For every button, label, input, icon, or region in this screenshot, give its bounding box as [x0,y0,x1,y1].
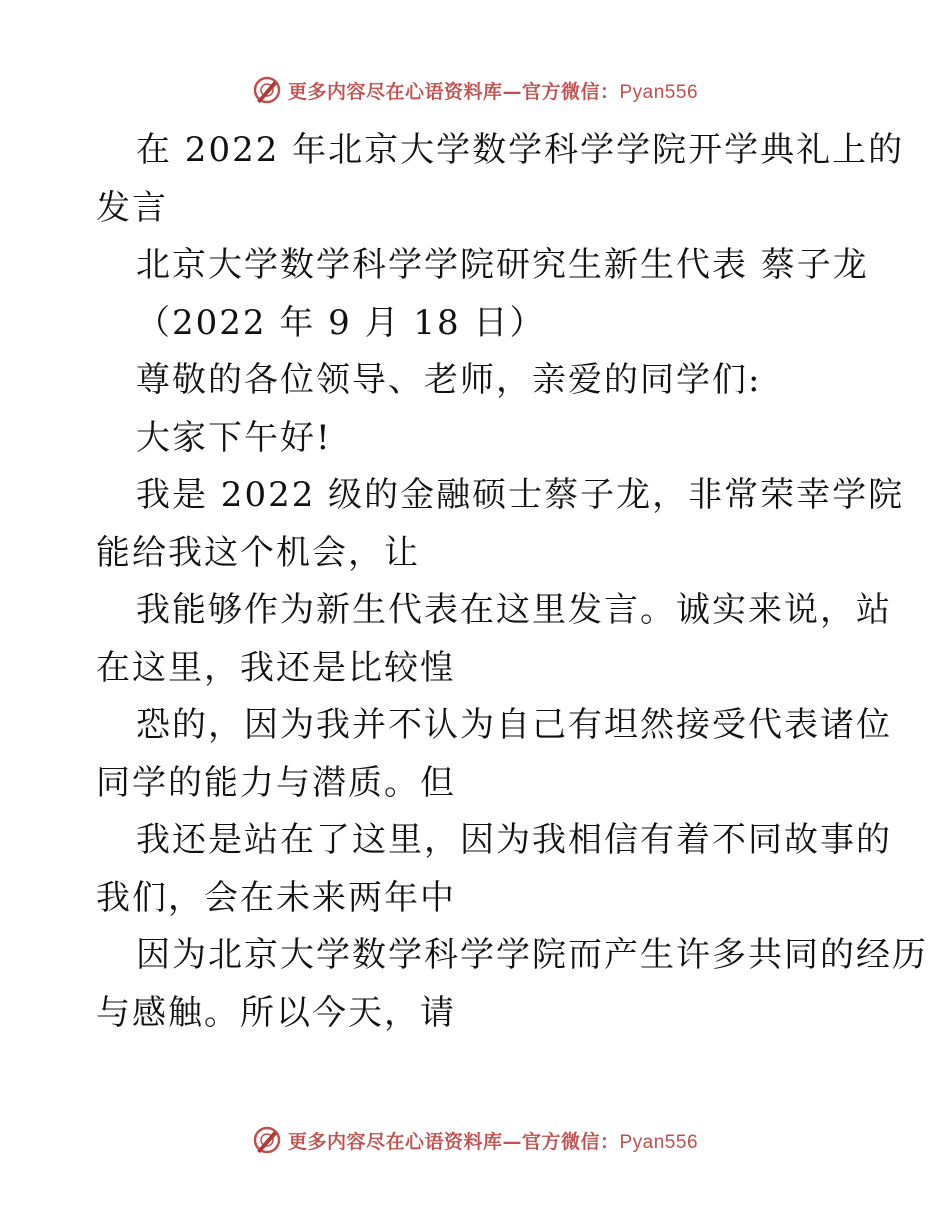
document-line: 与感触。所以今天，请 [96,992,456,1033]
document-line: 因为北京大学数学科学学院而产生许多共同的经历 [136,935,928,975]
document-line: 能给我这个机会，让 [96,532,420,573]
document-line: 北京大学数学科学学院研究生新生代表 蔡子龙 [136,245,869,285]
document-line: （2022 年 9 月 18 日） [136,302,546,343]
red-pen-circle-logo-icon [252,1125,282,1155]
document-line: 发言 [96,187,168,228]
document-line: 在 2022 年北京大学数学科学学院开学典礼上的 [136,130,905,170]
document-line: 恐的，因为我并不认为自己有坦然接受代表诸位 [136,705,892,745]
document-line: 我还是站在了这里，因为我相信有着不同故事的 [136,820,892,860]
document-line: 我们，会在未来两年中 [96,877,456,918]
document-line: 大家下午好! [136,417,332,458]
footer-banner-text: 更多内容尽在心语资料库—官方微信：Pyan556 [287,1130,699,1153]
header-banner-text: 更多内容尽在心语资料库—官方微信：Pyan556 [287,80,699,103]
red-pen-circle-logo-icon [252,75,282,105]
header-wechat-id: Pyan556 [619,81,699,103]
document-line: 同学的能力与潜质。但 [96,762,456,803]
document-line: 在这里，我还是比较惶 [96,647,456,688]
document-body [96,122,928,1042]
document-line: 尊敬的各位领导、老师，亲爱的同学们: [136,360,762,400]
document-line: 我能够作为新生代表在这里发言。诚实来说，站 [136,590,892,630]
footer-wechat-id: Pyan556 [619,1131,699,1153]
header-banner [0,72,950,108]
document-line: 我是 2022 级的金融硕士蔡子龙，非常荣幸学院 [136,475,905,515]
footer-banner [0,1122,950,1158]
